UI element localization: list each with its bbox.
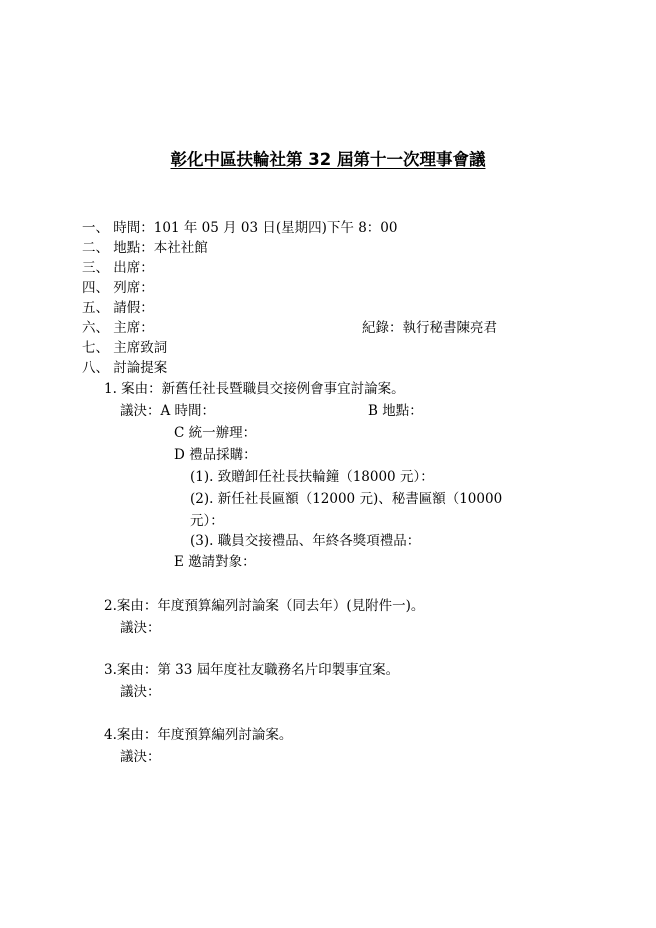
document-title: 彰化中區扶輪社第 32 屆第十一次理事會議	[170, 150, 486, 169]
proposal-1-item-d2-cont: 元）：	[190, 513, 224, 529]
proposal-3-resolution: 議決：	[120, 684, 161, 700]
agenda-item-attendance: 三、 出席：	[82, 260, 154, 276]
proposal-1-item-e: E 邀請對象：	[174, 554, 256, 570]
proposal-3-case: 3.案由：第 33 屆年度社友職務名片印製事宜案。	[104, 662, 400, 678]
agenda-item-discussion: 八、 討論提案	[82, 360, 168, 376]
proposal-1-item-c: C 統一辦理：	[174, 425, 257, 441]
proposal-1-item-d: D 禮品採購：	[174, 447, 257, 463]
agenda-item-observers: 四、 列席：	[82, 280, 154, 296]
proposal-1-resolution: 議決：A 時間：	[120, 403, 216, 419]
proposal-4-case: 4.案由：年度預算編列討論案。	[104, 727, 293, 743]
agenda-item-time: 一、 時間：101 年 05 月 03 日(星期四)下午 8：00	[82, 220, 398, 236]
proposal-2-resolution: 議決：	[120, 620, 161, 636]
agenda-item-location: 二、 地點：本社社館	[82, 240, 208, 256]
agenda-item-chair: 六、 主席：	[82, 320, 154, 336]
agenda-item-leave: 五、 請假：	[82, 300, 154, 316]
agenda-item-chair-speech: 七、 主席致詞	[82, 340, 168, 356]
proposal-1-item-d1: (1). 致贈卸任社長扶輪鐘（18000 元）：	[190, 469, 434, 485]
proposal-1-location: B 地點：	[368, 403, 423, 419]
proposal-2-case: 2.案由：年度預算編列討論案（同去年）(見附件一)。	[104, 598, 425, 614]
proposal-1-case: 1. 案由：新舊任社長暨職員交接例會事宜討論案。	[104, 381, 405, 397]
proposal-1-item-d2: (2). 新任社長匾額（12000 元)、秘書匾額（10000	[190, 491, 503, 507]
proposal-1-item-d3: (3). 職員交接禮品、年終各獎項禮品：	[190, 533, 421, 549]
proposal-4-resolution: 議決：	[120, 749, 161, 765]
recorder-label: 紀錄：執行秘書陳亮君	[362, 320, 497, 336]
